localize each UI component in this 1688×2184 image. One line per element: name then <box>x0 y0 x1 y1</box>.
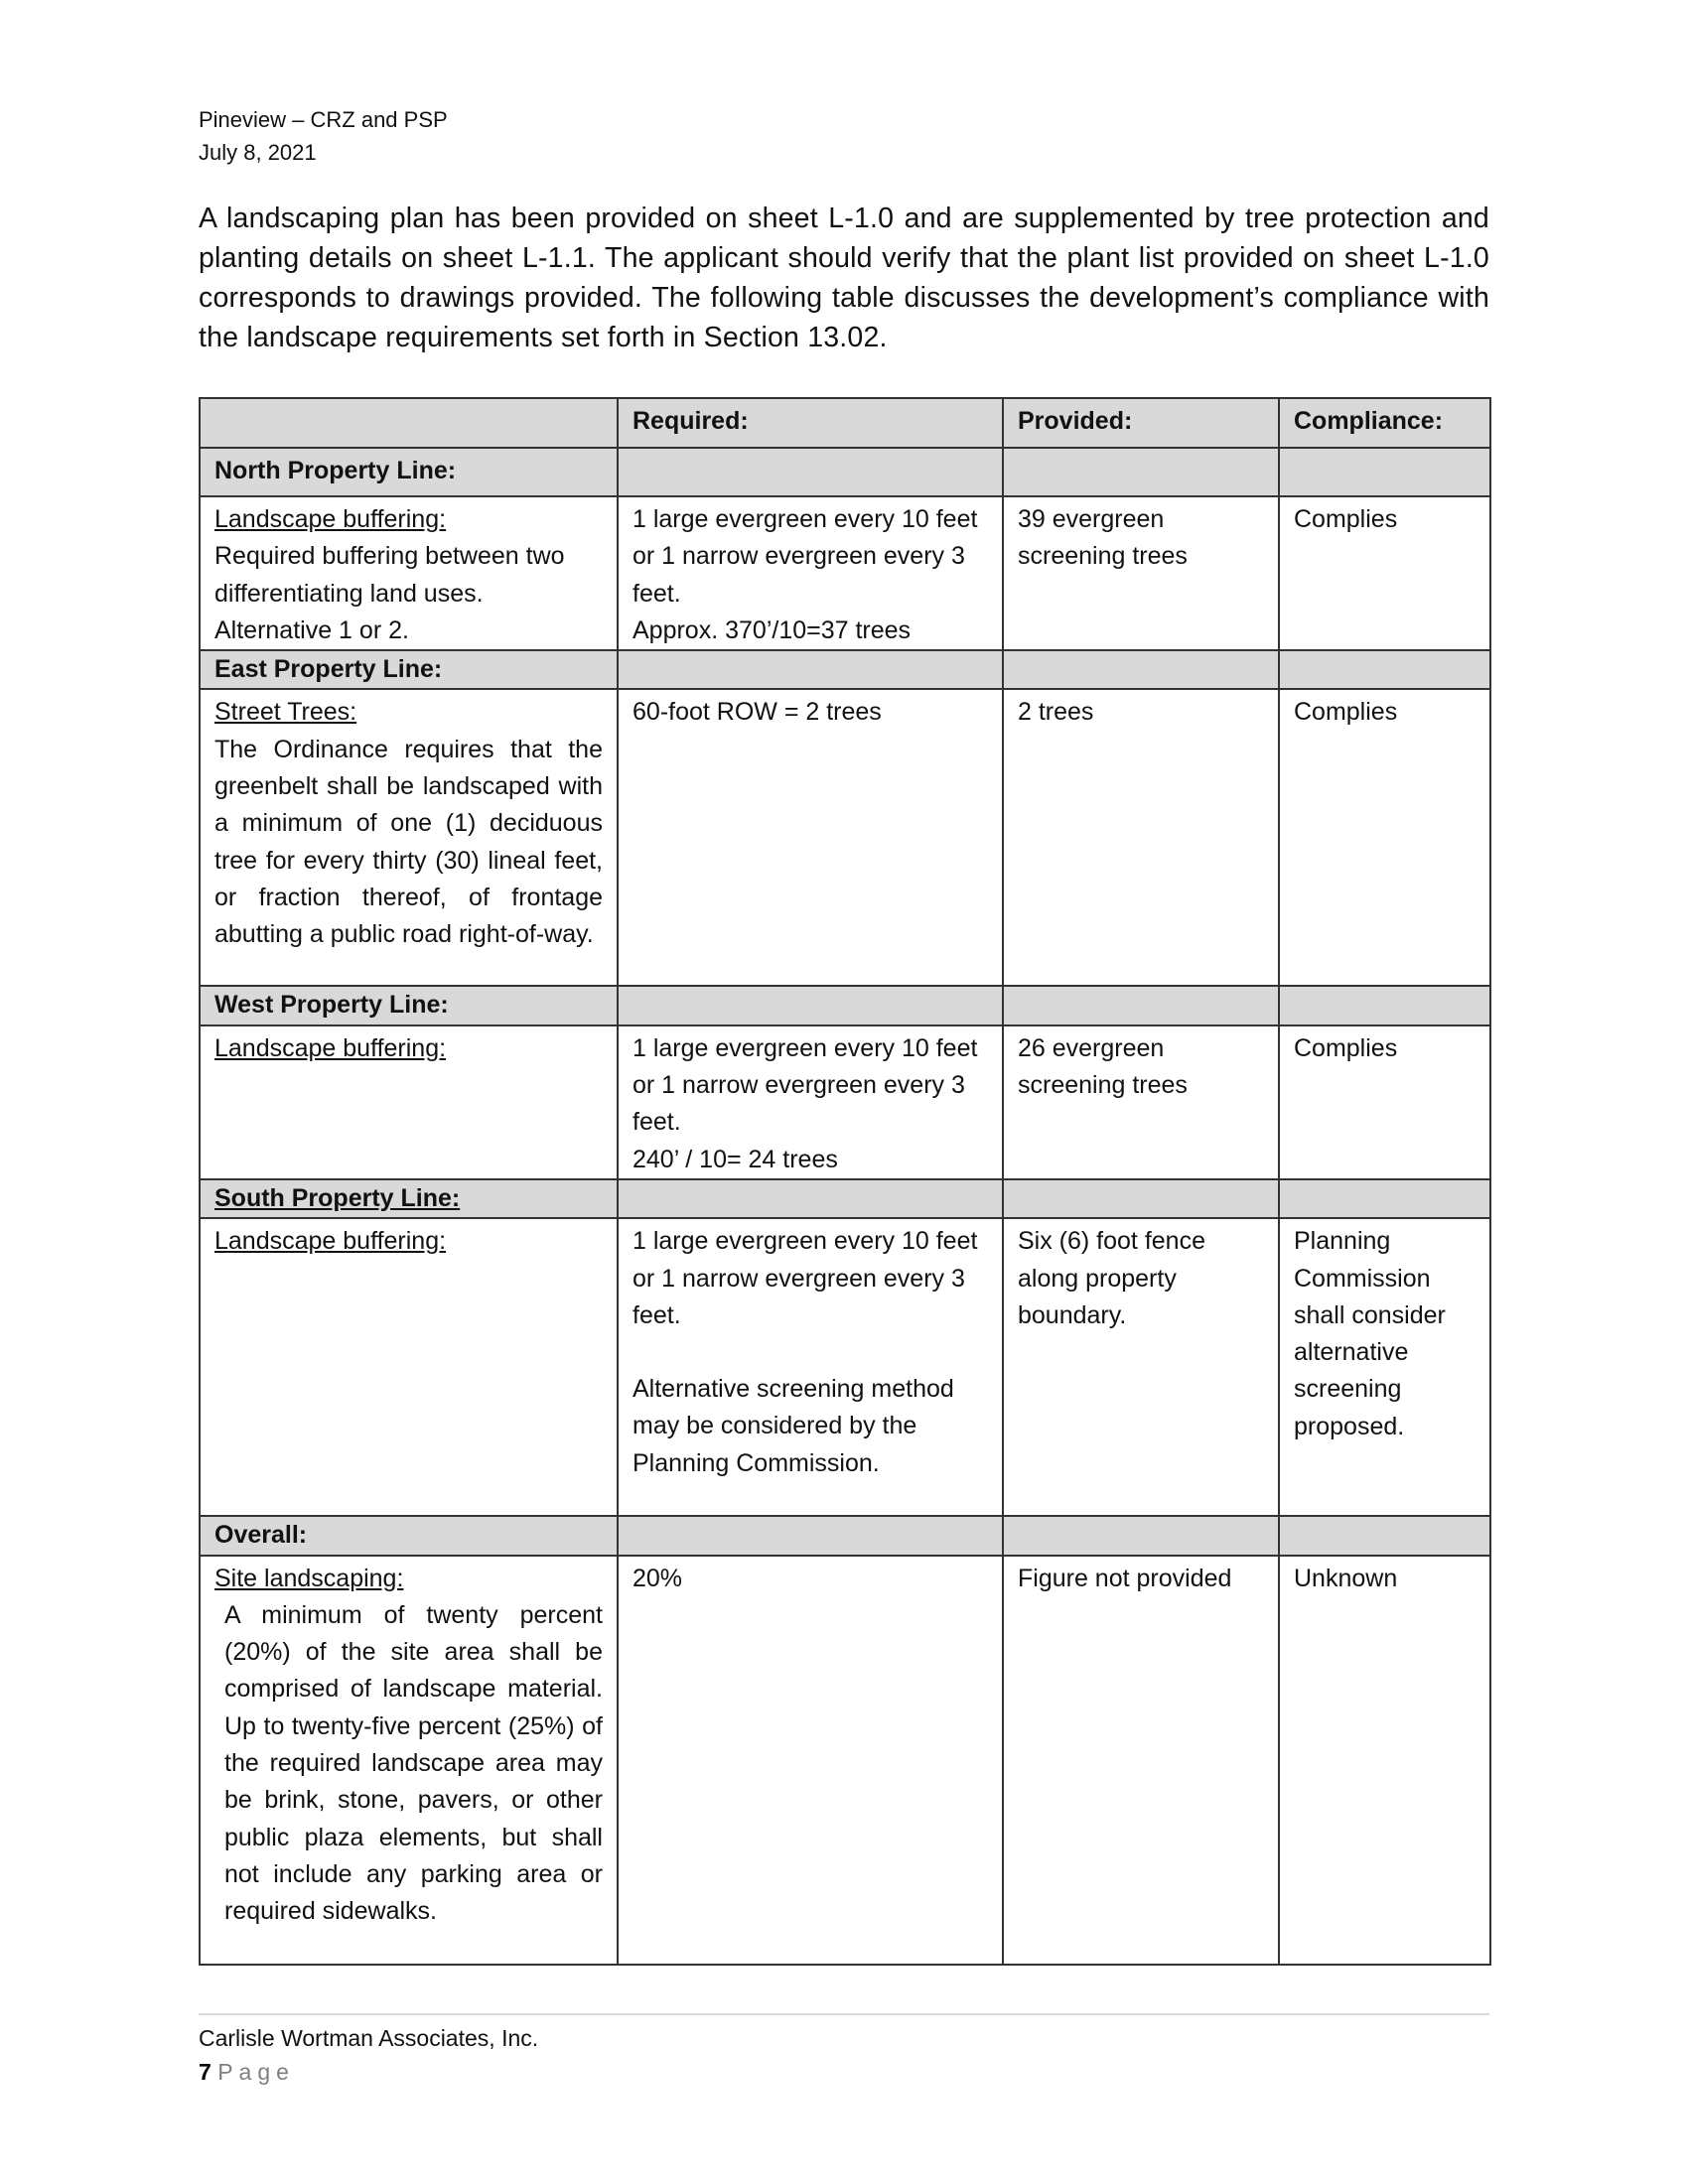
section-row-south <box>200 1179 1490 1218</box>
section-title: South Property Line: <box>200 1179 618 1218</box>
table-row-south <box>200 1218 1490 1516</box>
document-header <box>199 103 448 169</box>
required-cell <box>618 689 1003 986</box>
item-title: Landscape buffering: <box>214 1033 447 1062</box>
section-title: West Property Line: <box>200 986 618 1024</box>
required-note: Alternative screening method may be considered by the Planning Commission. <box>633 1375 954 1477</box>
item-description: Required buffering between two differentiating land uses. Alternative 1 or 2. <box>214 542 565 644</box>
table-row-east <box>200 689 1490 986</box>
provided-cell: 39 evergreen screening trees <box>1003 496 1279 650</box>
footer-company: Carlisle Wortman Associates, Inc. <box>199 2025 539 2051</box>
item-description: The Ordinance requires that the greenbelt shall be landscaped with a minimum of one (1) deciduous tree for every thirty (30) lineal feet, or fraction thereof, of frontage abutting a public road right-of-way. <box>214 735 603 949</box>
section-row-overall <box>200 1516 1490 1555</box>
table-row-overall <box>200 1556 1490 1965</box>
provided-cell: Six (6) foot fence along property boundary. <box>1003 1218 1279 1516</box>
required-text: 60-foot ROW = 2 trees <box>633 698 882 727</box>
item-title: Site landscaping: <box>214 1564 404 1592</box>
required-calc: Approx. 370’/10=37 trees <box>633 615 912 644</box>
item-cell <box>200 689 618 986</box>
header-project-title: Pineview – CRZ and PSP <box>199 107 448 132</box>
header-date: July 8, 2021 <box>199 140 317 165</box>
required-cell <box>618 1556 1003 1965</box>
intro-paragraph: A landscaping plan has been provided on sheet L-1.0 and are supplemented by tree protection and planting details on sheet L-1.1. The applicant should verify that the plant list provided on sheet L-1.0 corresponds to drawings provided. The following table discusses the development’s compliance with the landscape requirements set forth in Section 13.02. <box>199 203 1489 353</box>
column-header-required: Required: <box>618 398 1003 448</box>
item-description: A minimum of twenty percent (20%) of the site area shall be comprised of landscape material. Up to twenty-five percent (25%) of the required landscape area may be brink, stone, pavers, or other public plaza elements, but shall not include any parking area or required sidewalks. <box>224 1600 603 1926</box>
item-cell <box>200 1218 618 1516</box>
landscape-requirements-table <box>199 397 1491 1966</box>
section-row-west <box>200 986 1490 1024</box>
item-cell <box>200 1556 618 1965</box>
table-header-row <box>200 398 1490 448</box>
footer-divider <box>199 2013 1489 2015</box>
section-title: Overall: <box>200 1516 618 1555</box>
column-header-item <box>200 398 618 448</box>
item-title: Landscape buffering: <box>214 505 447 533</box>
column-header-provided: Provided: <box>1003 398 1279 448</box>
page-number <box>199 2055 538 2089</box>
section-row-north <box>200 448 1490 496</box>
required-text: 1 large evergreen every 10 feet or 1 narrow evergreen every 3 feet. <box>633 505 978 608</box>
table-row-west <box>200 1025 1490 1179</box>
section-row-east <box>200 650 1490 689</box>
item-title: Street Trees: <box>214 698 357 727</box>
required-calc: 240’ / 10= 24 trees <box>633 1145 838 1173</box>
section-title: East Property Line: <box>200 650 618 689</box>
item-cell <box>200 1025 618 1179</box>
spacer <box>633 1334 988 1371</box>
compliance-cell: Complies <box>1279 1025 1490 1179</box>
provided-cell: 2 trees <box>1003 689 1279 986</box>
compliance-cell: Unknown <box>1279 1556 1490 1965</box>
item-title: Landscape buffering: <box>214 1227 447 1256</box>
table-row-north <box>200 496 1490 650</box>
required-text: 1 large evergreen every 10 feet or 1 narrow evergreen every 3 feet. <box>633 1227 978 1329</box>
provided-cell: 26 evergreen screening trees <box>1003 1025 1279 1179</box>
compliance-cell: Complies <box>1279 496 1490 650</box>
required-cell <box>618 1025 1003 1179</box>
page-number-value: 7 <box>199 2059 211 2085</box>
page-label: Page <box>217 2059 295 2085</box>
compliance-cell: Complies <box>1279 689 1490 986</box>
compliance-cell: Planning Commission shall consider alternative screening proposed. <box>1279 1218 1490 1516</box>
page-footer <box>199 2021 538 2089</box>
required-text: 20% <box>633 1564 683 1592</box>
provided-cell: Figure not provided <box>1003 1556 1279 1965</box>
section-title: North Property Line: <box>200 448 618 496</box>
required-text: 1 large evergreen every 10 feet or 1 narrow evergreen every 3 feet. <box>633 1033 978 1137</box>
item-cell <box>200 496 618 650</box>
required-cell <box>618 1218 1003 1516</box>
column-header-compliance: Compliance: <box>1279 398 1490 448</box>
required-cell <box>618 496 1003 650</box>
